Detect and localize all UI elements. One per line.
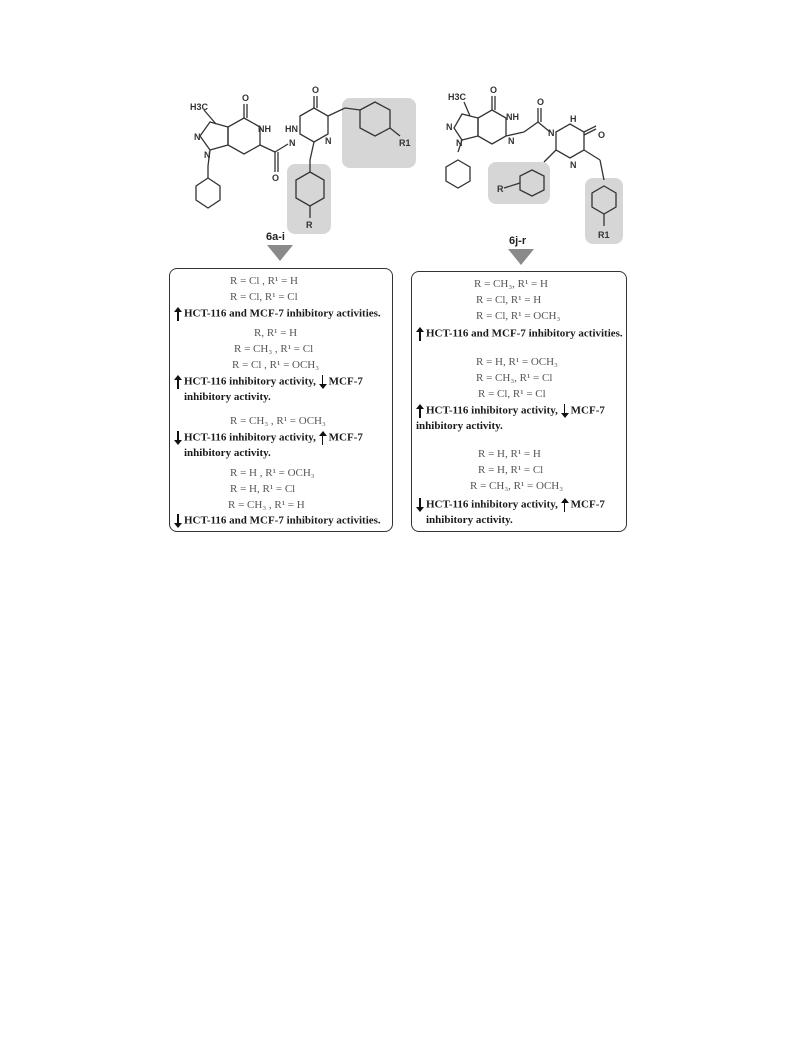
compound-label-6a-i: 6a-i (266, 231, 285, 243)
sar-line: R = H, R¹ = H (478, 448, 541, 460)
keto-o2-atom: O (312, 85, 320, 95)
sar-effect-line: HCT-116 and MCF-7 inhibitory activities. (174, 514, 381, 528)
nh-atom: NH (258, 124, 271, 134)
sar-line: R, R¹ = H (254, 327, 298, 339)
n-ring-atom-right: N (570, 160, 577, 170)
amide-o-atom-right: O (537, 97, 545, 107)
methyl-atom-right: H3C (448, 92, 467, 102)
n-link-atom-right: N (548, 128, 555, 138)
arrow-up-icon (561, 498, 569, 512)
arrow-down-icon (416, 498, 424, 512)
sar-line: R = Cl , R¹ = OCH₃ (232, 359, 320, 371)
arrow-up-icon (416, 327, 424, 341)
methyl-atom: H3C (190, 102, 209, 112)
sar-line: R = Cl, R¹ = H (476, 294, 542, 306)
sar-box-6j-r (411, 271, 627, 532)
sar-line: R = Cl , R¹ = H (230, 275, 298, 287)
hn-atom: HN (285, 124, 298, 134)
nh-atom-right: NH (506, 112, 519, 122)
sar-line: R = CH₃, R¹ = H (474, 278, 548, 290)
sar-line: R = CH₃ , R¹ = OCH₃ (230, 415, 326, 427)
n2-atom-right: N (456, 138, 463, 148)
n1-atom-right: N (446, 122, 453, 132)
sar-effect-line: inhibitory activity. (416, 420, 503, 432)
r-atom: R (306, 220, 313, 230)
sar-effect-line: inhibitory activity. (184, 391, 271, 403)
sar-line: R = Cl, R¹ = Cl (478, 388, 546, 400)
sar-line: R = Cl, R¹ = OCH₃ (476, 310, 561, 322)
amide-o-atom: O (272, 173, 280, 183)
arrow-down-icon (174, 514, 182, 528)
sar-effect-line: HCT-116 and MCF-7 inhibitory activities. (416, 327, 623, 341)
arrow-up-icon (174, 307, 182, 321)
sar-effect-line: HCT-116 inhibitory activity, MCF-7 (174, 375, 363, 389)
r-atom-right: R (497, 184, 504, 194)
down-arrow-right (508, 249, 534, 265)
arrow-up-icon (174, 375, 182, 389)
sar-line: R = H, R¹ = Cl (478, 464, 544, 476)
sar-line: R = CH₃ , R¹ = Cl (234, 343, 314, 355)
arrow-up-icon (416, 404, 424, 418)
sar-effect-line: inhibitory activity. (426, 514, 513, 526)
n3-atom-right: N (508, 136, 515, 146)
sar-effect-line: HCT-116 inhibitory activity, MCF-7 (416, 498, 605, 512)
arrow-down-icon (174, 431, 182, 445)
arrow-down-icon (319, 375, 327, 389)
sar-line: R = CH₃, R¹ = Cl (476, 372, 553, 384)
arrow-up-icon (319, 431, 327, 445)
n2-atom: N (204, 150, 211, 160)
sar-line: R = CH₃, R¹ = OCH₃ (470, 480, 564, 492)
sar-effect-line: inhibitory activity. (184, 447, 271, 459)
sar-effect-line: HCT-116 inhibitory activity, MCF-7 (416, 404, 605, 418)
n-link-atom: N (289, 138, 296, 148)
sar-line: R = H , R¹ = OCH₃ (230, 467, 315, 479)
down-arrow-left (267, 245, 293, 261)
sar-effect-line: HCT-116 inhibitory activity, MCF-7 (174, 431, 363, 445)
sar-line: R = Cl, R¹ = Cl (230, 291, 298, 303)
sar-box-6a-i (169, 268, 393, 532)
r1-atom-right: R1 (598, 230, 610, 240)
structure-6a-i (170, 80, 430, 240)
h-atom-right: H (570, 114, 577, 124)
sar-line: R = H, R¹ = Cl (230, 483, 296, 495)
keto-o2-atom-right: O (598, 130, 606, 140)
r1-atom: R1 (399, 138, 411, 148)
arrow-down-icon (561, 404, 569, 418)
compound-label-6j-r: 6j-r (509, 235, 527, 247)
n-ring-atom: N (325, 136, 332, 146)
sar-line: R = H, R¹ = OCH₃ (476, 356, 558, 368)
keto-o-atom: O (242, 93, 250, 103)
sar-line: R = CH₃ , R¹ = H (228, 499, 305, 511)
n1-atom: N (194, 132, 201, 142)
sar-effect-line: HCT-116 and MCF-7 inhibitory activities. (174, 307, 381, 321)
keto-o-atom-right: O (490, 85, 498, 95)
structure-6j-r (440, 80, 640, 250)
